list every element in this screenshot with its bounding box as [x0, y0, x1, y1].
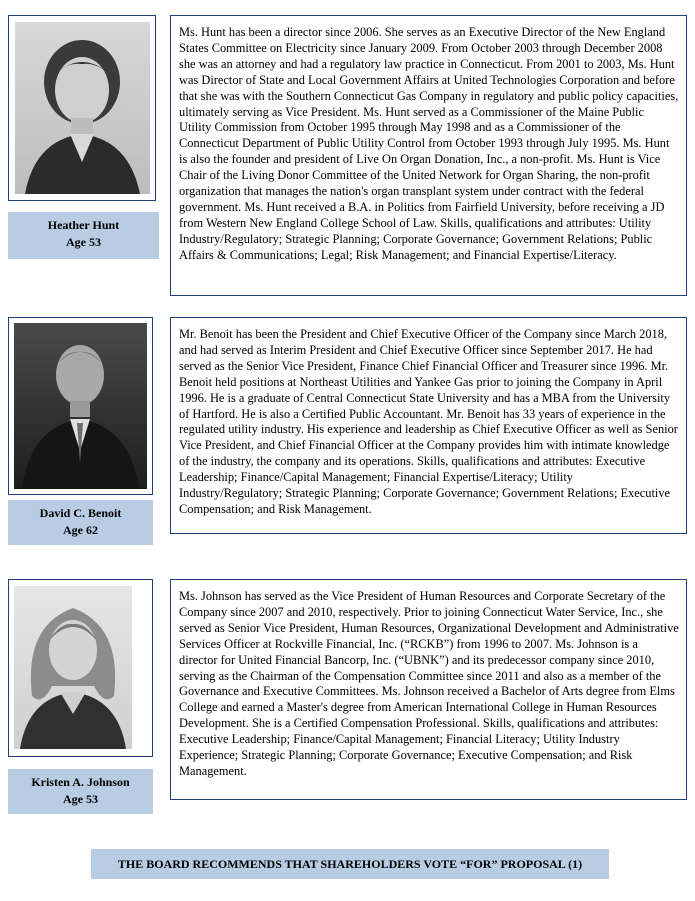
director-bio: Ms. Johnson has served as the Vice President of Human Resources and Corporate Secretary of the Company since 2007 and 2010, respectively. Prior to joining Connecticut Water Service, Inc., she served as Senior Vice President, Human Resources, Organizational Development and Administrative Services Officer at Rockville Financial, Inc. (“RCKB”) from 1996 to 2007. Ms. Johnson is a director for United Financial Bancorp, Inc. (“UBNK”) and its predecessor company since 2010, serving as the Chairman of the Compensation Committee since 2011 and also as a member of the Governance and Executive Committees. Ms. Johnson received a Bachelor of Arts degree from Elms College and earned a Master's degree from American International College in Human Resources Development. She is a Certified Compensation Professional. Skills, qualifications and attributes: Executive Leadership; Finance/Capital Management; Financial Literacy; Utility Industry Experience; Strategic Planning; Corporate Governance; Executive Compensation; and Risk Management. — [179, 589, 679, 778]
director-name: Heather Hunt — [47, 218, 120, 232]
director-bio: Mr. Benoit has been the President and Chief Executive Officer of the Company since March 2018, and had served as Interim President and Chief Executive Officer since September 2017. He had served as the Senior Vice President, Finance Chief Financial Officer and Treasurer since 1996. Mr. Benoit held positions at Northeast Utilities and Yankee Gas prior to joining the Company in April 1996. He is a graduate of Central Connecticut State University and has a MBA from the University of Hartford. He is also a Certified Public Accountant. Mr. Benoit has 33 years of experience in the regulated utility industry. His experience and leadership as Chief Executive Officer as well as Senior Vice President, and Chief Financial Officer at the Company provides him with intimate knowledge of the industry, the company and its operations. Skills, qualifications and attributes: Executive Leadership; Finance/Capital Management; Financial Expertise/Literacy; Utility Industry/Regulatory; Strategic Planning; Corporate Governance; Government Relations; Executive Compensation; and Risk Management. — [179, 327, 678, 516]
director-name: David C. Benoit — [39, 506, 122, 520]
director-age: Age 53 — [63, 792, 98, 806]
nameplate-hunt — [8, 212, 159, 259]
bio-box-hunt — [170, 15, 687, 296]
director-age: Age 62 — [63, 523, 98, 537]
director-age: Age 53 — [66, 235, 101, 249]
bio-box-johnson — [170, 579, 687, 800]
director-name: Kristen A. Johnson — [31, 775, 130, 789]
bio-box-benoit — [170, 317, 687, 534]
nameplate-johnson — [8, 769, 153, 814]
nameplate-benoit — [8, 500, 153, 545]
director-bio: Ms. Hunt has been a director since 2006. She serves as an Executive Director of the New England States Committee on Electricity since January 2009. From October 2003 through December 2008 she was an attorney and had a regulatory law practice in Connecticut. From 2001 to 2003, Ms. Hunt was Director of State and Local Government Affairs at United Technologies Corporation and before that she was with the Southern Connecticut Gas Company in regulatory and public policy capacities, ultimately serving as Vice President. Ms. Hunt served as a Commissioner of the Maine Public Utility Commission from October 1995 through May 1998 and as a Commissioner of the Connecticut Department of Public Utility Control from October 1993 through July 1995. Ms. Hunt is also the founder and president of Live On Organ Donation, Inc., a non-profit. Ms. Hunt is Vice Chair of the Living Donor Committee of the United Network for Organ Sharing, the non-profit organization that manages the nation's organ transplant system under contract with the federal government. Ms. Hunt received a B.A. in Politics from Fairfield University, before receiving a JD from Western New England College School of Law. Skills, qualifications and attributes: Utility Industry/Regulatory; Strategic Planning; Corporate Governance; Government Relations; Public Affairs & Communications; Legal; Risk Management; and Financial Expertise/Literacy. — [179, 25, 679, 262]
portrait-hunt — [15, 22, 150, 194]
portrait-benoit — [14, 323, 147, 489]
board-recommendation-banner: THE BOARD RECOMMENDS THAT SHAREHOLDERS VOTE “FOR” PROPOSAL (1) — [91, 849, 609, 879]
portrait-johnson — [14, 586, 132, 749]
